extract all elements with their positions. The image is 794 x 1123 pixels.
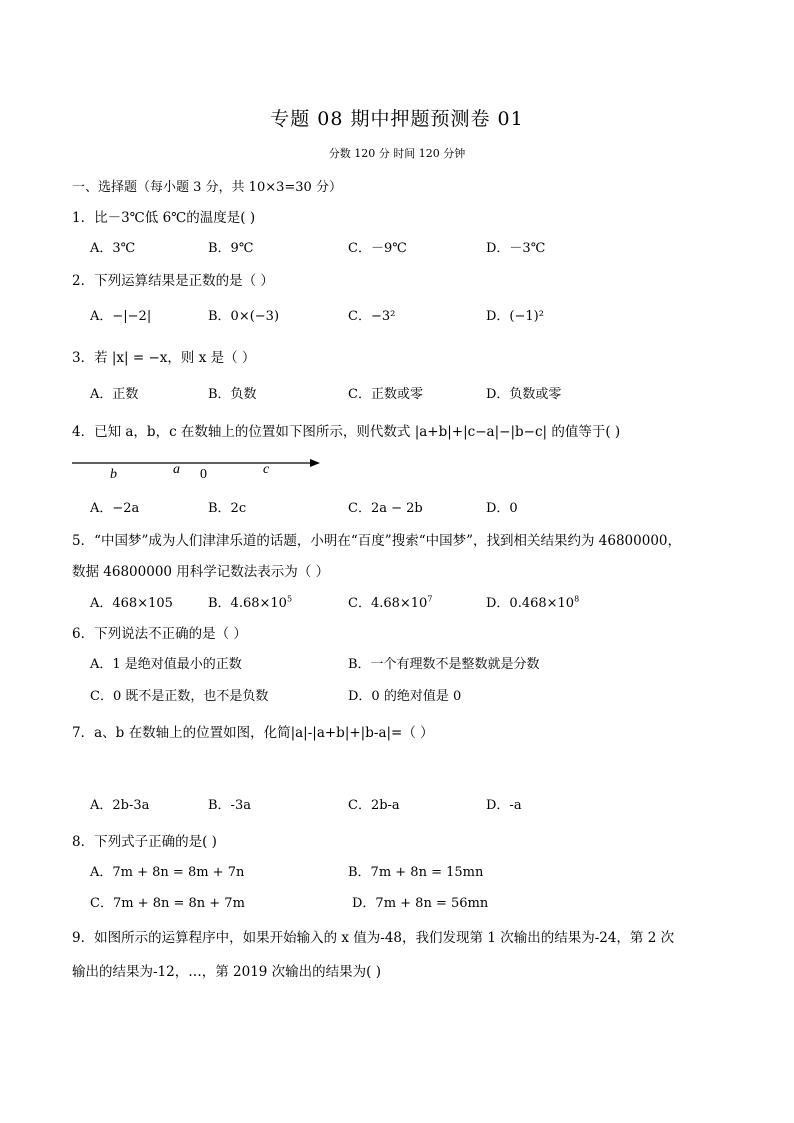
question-6-stem: 6．下列说法不正确的是（ ） — [72, 626, 247, 642]
question-6-option-d: D．0 的绝对值是 0 — [348, 689, 462, 704]
question-1-stem: 1．比－3℃低 6℃的温度是( ) — [72, 210, 256, 226]
question-1-option-b: B．9℃ — [208, 241, 254, 256]
question-2-option-d: D．(−1)² — [486, 309, 544, 324]
question-7-stem: 7．a、b 在数轴上的位置如图，化简|a|-|a+b|+|b-a|=（ ） — [72, 725, 434, 741]
question-3-stem: 3．若 |x| = −x，则 x 是（ ） — [72, 350, 256, 366]
question-5-option-d — [486, 592, 579, 611]
question-7-option-c: C．2b-a — [348, 798, 400, 813]
question-8-option-d: D．7m + 8n = 56mn — [352, 896, 489, 911]
question-4-option-d: D．0 — [486, 501, 518, 516]
number-line-label-c: c — [263, 462, 270, 477]
question-4-option-c: C．2a − 2b — [348, 501, 423, 516]
number-line-label-zero: 0 — [200, 467, 207, 482]
question-4-stem: 4．已知 a，b，c 在数轴上的位置如下图所示，则代数式 |a+b|+|c−a|−|b−c| 的值等于( ) — [72, 424, 621, 440]
number-line-label-b: b — [110, 467, 117, 482]
question-6-option-a: A．1 是绝对值最小的正数 — [90, 657, 242, 672]
question-1-option-a: A．3℃ — [90, 241, 136, 256]
question-3-option-a: A．正数 — [90, 387, 139, 402]
question-7-option-d: D．-a — [486, 798, 522, 813]
question-8-option-c: C．7m + 8n = 8n + 7m — [90, 896, 245, 911]
question-6-option-b: B．一个有理数不是整数就是分数 — [348, 657, 540, 672]
question-2-option-a: A．−|−2| — [90, 309, 152, 324]
question-3-option-b: B．负数 — [208, 387, 257, 402]
option-d-base: D．0.468×10 — [486, 596, 575, 611]
page-title: 专题 08 期中押题预测卷 01 — [270, 108, 524, 130]
question-6-option-c: C．0 既不是正数，也不是负数 — [90, 689, 269, 704]
question-5-option-a: A．468×105 — [90, 596, 173, 611]
question-5-option-c — [348, 592, 432, 611]
question-9-stem-line-1: 9．如图所示的运算程序中，如果开始输入的 x 值为-48，我们发现第 1 次输出的结果为-24，第 2 次 — [72, 930, 675, 946]
question-8-option-a: A．7m + 8n = 8m + 7n — [90, 865, 245, 880]
number-line-arrow-icon — [310, 459, 320, 467]
question-8-stem: 8．下列式子正确的是( ) — [72, 834, 217, 850]
number-line-label-a: a — [173, 462, 180, 477]
question-2-option-b: B．0×(−3) — [208, 309, 280, 324]
option-c-base: C．4.68×10 — [348, 596, 428, 611]
question-5-stem-line-2: 数据 46800000 用科学记数法表示为（ ） — [72, 564, 330, 580]
question-7-option-a: A．2b-3a — [90, 798, 150, 813]
question-2-option-c: C．−3² — [348, 309, 396, 324]
option-c-exponent: 7 — [427, 594, 433, 604]
question-1-option-d: D．－3℃ — [486, 241, 546, 256]
question-8-option-b: B．7m + 8n = 15mn — [348, 865, 484, 880]
question-1-option-c: C．－9℃ — [348, 241, 407, 256]
question-9-stem-line-2: 输出的结果为-12，…，第 2019 次输出的结果为( ) — [72, 964, 382, 980]
section-heading: 一、选择题（每小题 3 分，共 10×3=30 分） — [72, 180, 342, 195]
number-line-figure — [70, 450, 330, 484]
question-3-option-d: D．负数或零 — [486, 387, 562, 402]
question-7-option-b: B．-3a — [208, 798, 251, 813]
question-5-stem-line-1: 5．“中国梦”成为人们津津乐道的话题，小明在“百度”搜索“中国梦”，找到相关结果约为 46800000， — [72, 533, 682, 549]
option-b-exponent: 5 — [286, 594, 293, 604]
option-d-exponent: 8 — [574, 594, 580, 604]
question-3-option-c: C．正数或零 — [348, 387, 423, 402]
option-b-base: B．4.68×10 — [208, 596, 287, 611]
question-2-stem: 2．下列运算结果是正数的是（ ） — [72, 273, 274, 289]
question-4-option-a: A．−2a — [90, 501, 140, 516]
question-5-option-b — [208, 592, 292, 611]
question-4-option-b: B．2c — [208, 501, 247, 516]
page-subtitle: 分数 120 分 时间 120 分钟 — [328, 147, 466, 160]
